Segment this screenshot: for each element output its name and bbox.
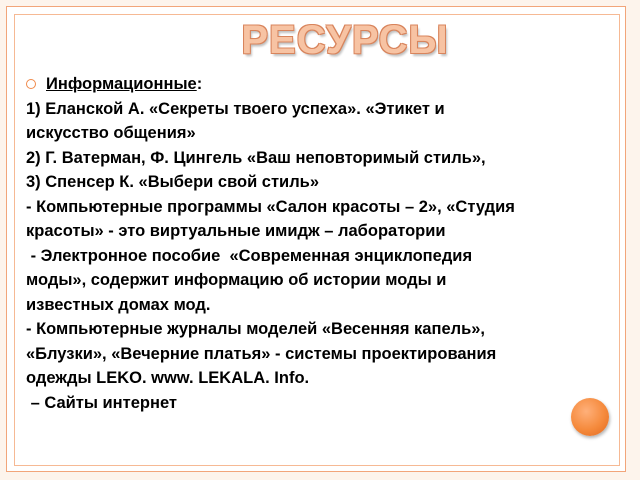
slide-body: [26, 72, 616, 415]
text-line: 1) Еланской А. «Секреты твоего успеха». «Этикет и: [26, 99, 445, 118]
text-line: – Сайты интернет: [26, 393, 177, 412]
text-line: красоты» - это виртуальные имидж – лаборатории: [26, 222, 446, 240]
bullet-item: [26, 72, 616, 97]
text-line: одежды LEKO. www. LEKALA. Info.: [26, 369, 310, 387]
section-heading-colon: :: [196, 75, 203, 93]
slide-title: РЕСУРСЫ: [241, 18, 449, 62]
text-line: «Блузки», «Вечерние платья» - системы проектирования: [26, 344, 497, 363]
text-line: - Компьютерные журналы моделей «Весенняя капель»,: [26, 320, 486, 338]
decorative-orange-circle-icon: [571, 398, 609, 436]
text-line: 3) Спенсер К. «Выбери свой стиль»: [26, 173, 320, 191]
text-line: - Электронное пособие «Современная энциклопедия: [26, 246, 473, 265]
text-line: искусство общения»: [26, 124, 196, 142]
text-line: моды», содержит информацию об истории моды и: [26, 271, 447, 289]
section-heading: Информационные: [46, 75, 197, 93]
bullet-circle-icon: [26, 79, 36, 89]
text-line: известных домах мод.: [26, 295, 211, 314]
text-line: - Компьютерные программы «Салон красоты – 2», «Студия: [26, 197, 515, 216]
text-line: 2) Г. Ватерман, Ф. Цингель «Ваш неповторимый стиль»,: [26, 148, 486, 167]
